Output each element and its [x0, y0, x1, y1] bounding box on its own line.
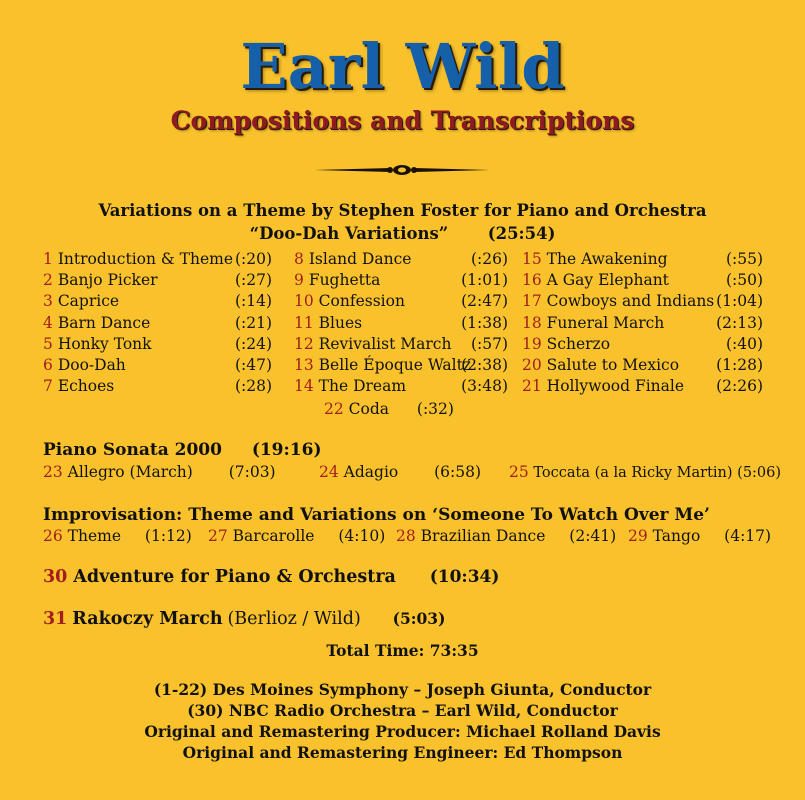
- track-row: 24 Adagio (6:58): [319, 463, 482, 481]
- album-title: Earl Wild: [240, 30, 565, 103]
- track-row: 1 Introduction & Theme (:20): [43, 250, 272, 268]
- total-time: Total Time: 73:35: [326, 641, 479, 660]
- credit-line: (30) NBC Radio Orchestra – Earl Wild, Conductor: [187, 701, 618, 720]
- track-column-2: [294, 250, 508, 398]
- track-column-3: [522, 250, 763, 398]
- track-row: 25 Toccata (a la Ricky Martin) (5:06): [509, 463, 782, 481]
- track-row: 6 Doo-Dah (:47): [43, 355, 272, 374]
- variations-subtitle: [0, 224, 805, 243]
- track-row: 18 Funeral March (2:13): [522, 313, 763, 332]
- track-row: 27 Barcarolle (4:10): [208, 527, 386, 545]
- track-row: 17 Cowboys and Indians (1:04): [522, 292, 763, 311]
- adventure-heading: 30 Adventure for Piano & Orchestra (10:34): [43, 567, 500, 587]
- track-row: 9 Fughetta (1:01): [294, 271, 508, 290]
- track-row: 11 Blues (1:38): [294, 313, 508, 332]
- track-row: 26 Theme (1:12): [43, 527, 192, 545]
- track-column-1: [43, 250, 272, 398]
- track-row: 29 Tango (4:17): [628, 527, 772, 545]
- track-row: 21 Hollywood Finale (2:26): [522, 377, 763, 396]
- credit-line: (1-22) Des Moines Symphony – Joseph Giunta, Conductor: [153, 680, 652, 699]
- rakoczy-heading: 31 Rakoczy March (Berlioz / Wild) (5:03): [43, 609, 446, 629]
- track-row: 16 A Gay Elephant (:50): [522, 271, 763, 290]
- track-row: 28 Brazilian Dance (2:41): [396, 527, 617, 545]
- variations-nickname: “Doo-Dah Variations”: [249, 224, 449, 243]
- variations-title: Variations on a Theme by Stephen Foster for Piano and Orchestra: [98, 201, 707, 220]
- track-row: 23 Allegro (March) (7:03): [43, 463, 276, 481]
- ornament-divider-icon: [312, 162, 492, 178]
- track-row: 20 Salute to Mexico (1:28): [522, 355, 763, 374]
- track-row: 14 The Dream (3:48): [294, 377, 508, 396]
- credits: [0, 679, 805, 763]
- track-row: 4 Barn Dance (:21): [43, 313, 272, 332]
- track-row: 15 The Awakening (:55): [522, 250, 763, 268]
- track-row: 8 Island Dance (:26): [294, 250, 508, 268]
- track-row: 19 Scherzo (:40): [522, 334, 763, 353]
- sonata-heading: Piano Sonata 2000 (19:16): [43, 440, 322, 460]
- track-row: 10 Confession (2:47): [294, 292, 508, 311]
- credit-line: Original and Remastering Engineer: Ed Thompson: [182, 743, 623, 762]
- track-row-coda: 22 Coda (:32): [324, 400, 454, 418]
- track-row: 7 Echoes (:28): [43, 377, 272, 396]
- track-row: 3 Caprice (:14): [43, 292, 272, 311]
- track-row: 13 Belle Époque Waltz (2:38): [294, 355, 508, 374]
- variations-duration: (25:54): [487, 224, 556, 243]
- track-row: 2 Banjo Picker (:27): [43, 271, 272, 290]
- track-row: 5 Honky Tonk (:24): [43, 334, 272, 353]
- improvisation-heading: Improvisation: Theme and Variations on ‘Someone To Watch Over Me’: [43, 505, 710, 525]
- credit-line: Original and Remastering Producer: Michael Rolland Davis: [144, 722, 661, 741]
- album-subtitle: Compositions and Transcriptions: [170, 106, 635, 135]
- track-row: 12 Revivalist March (:57): [294, 334, 508, 353]
